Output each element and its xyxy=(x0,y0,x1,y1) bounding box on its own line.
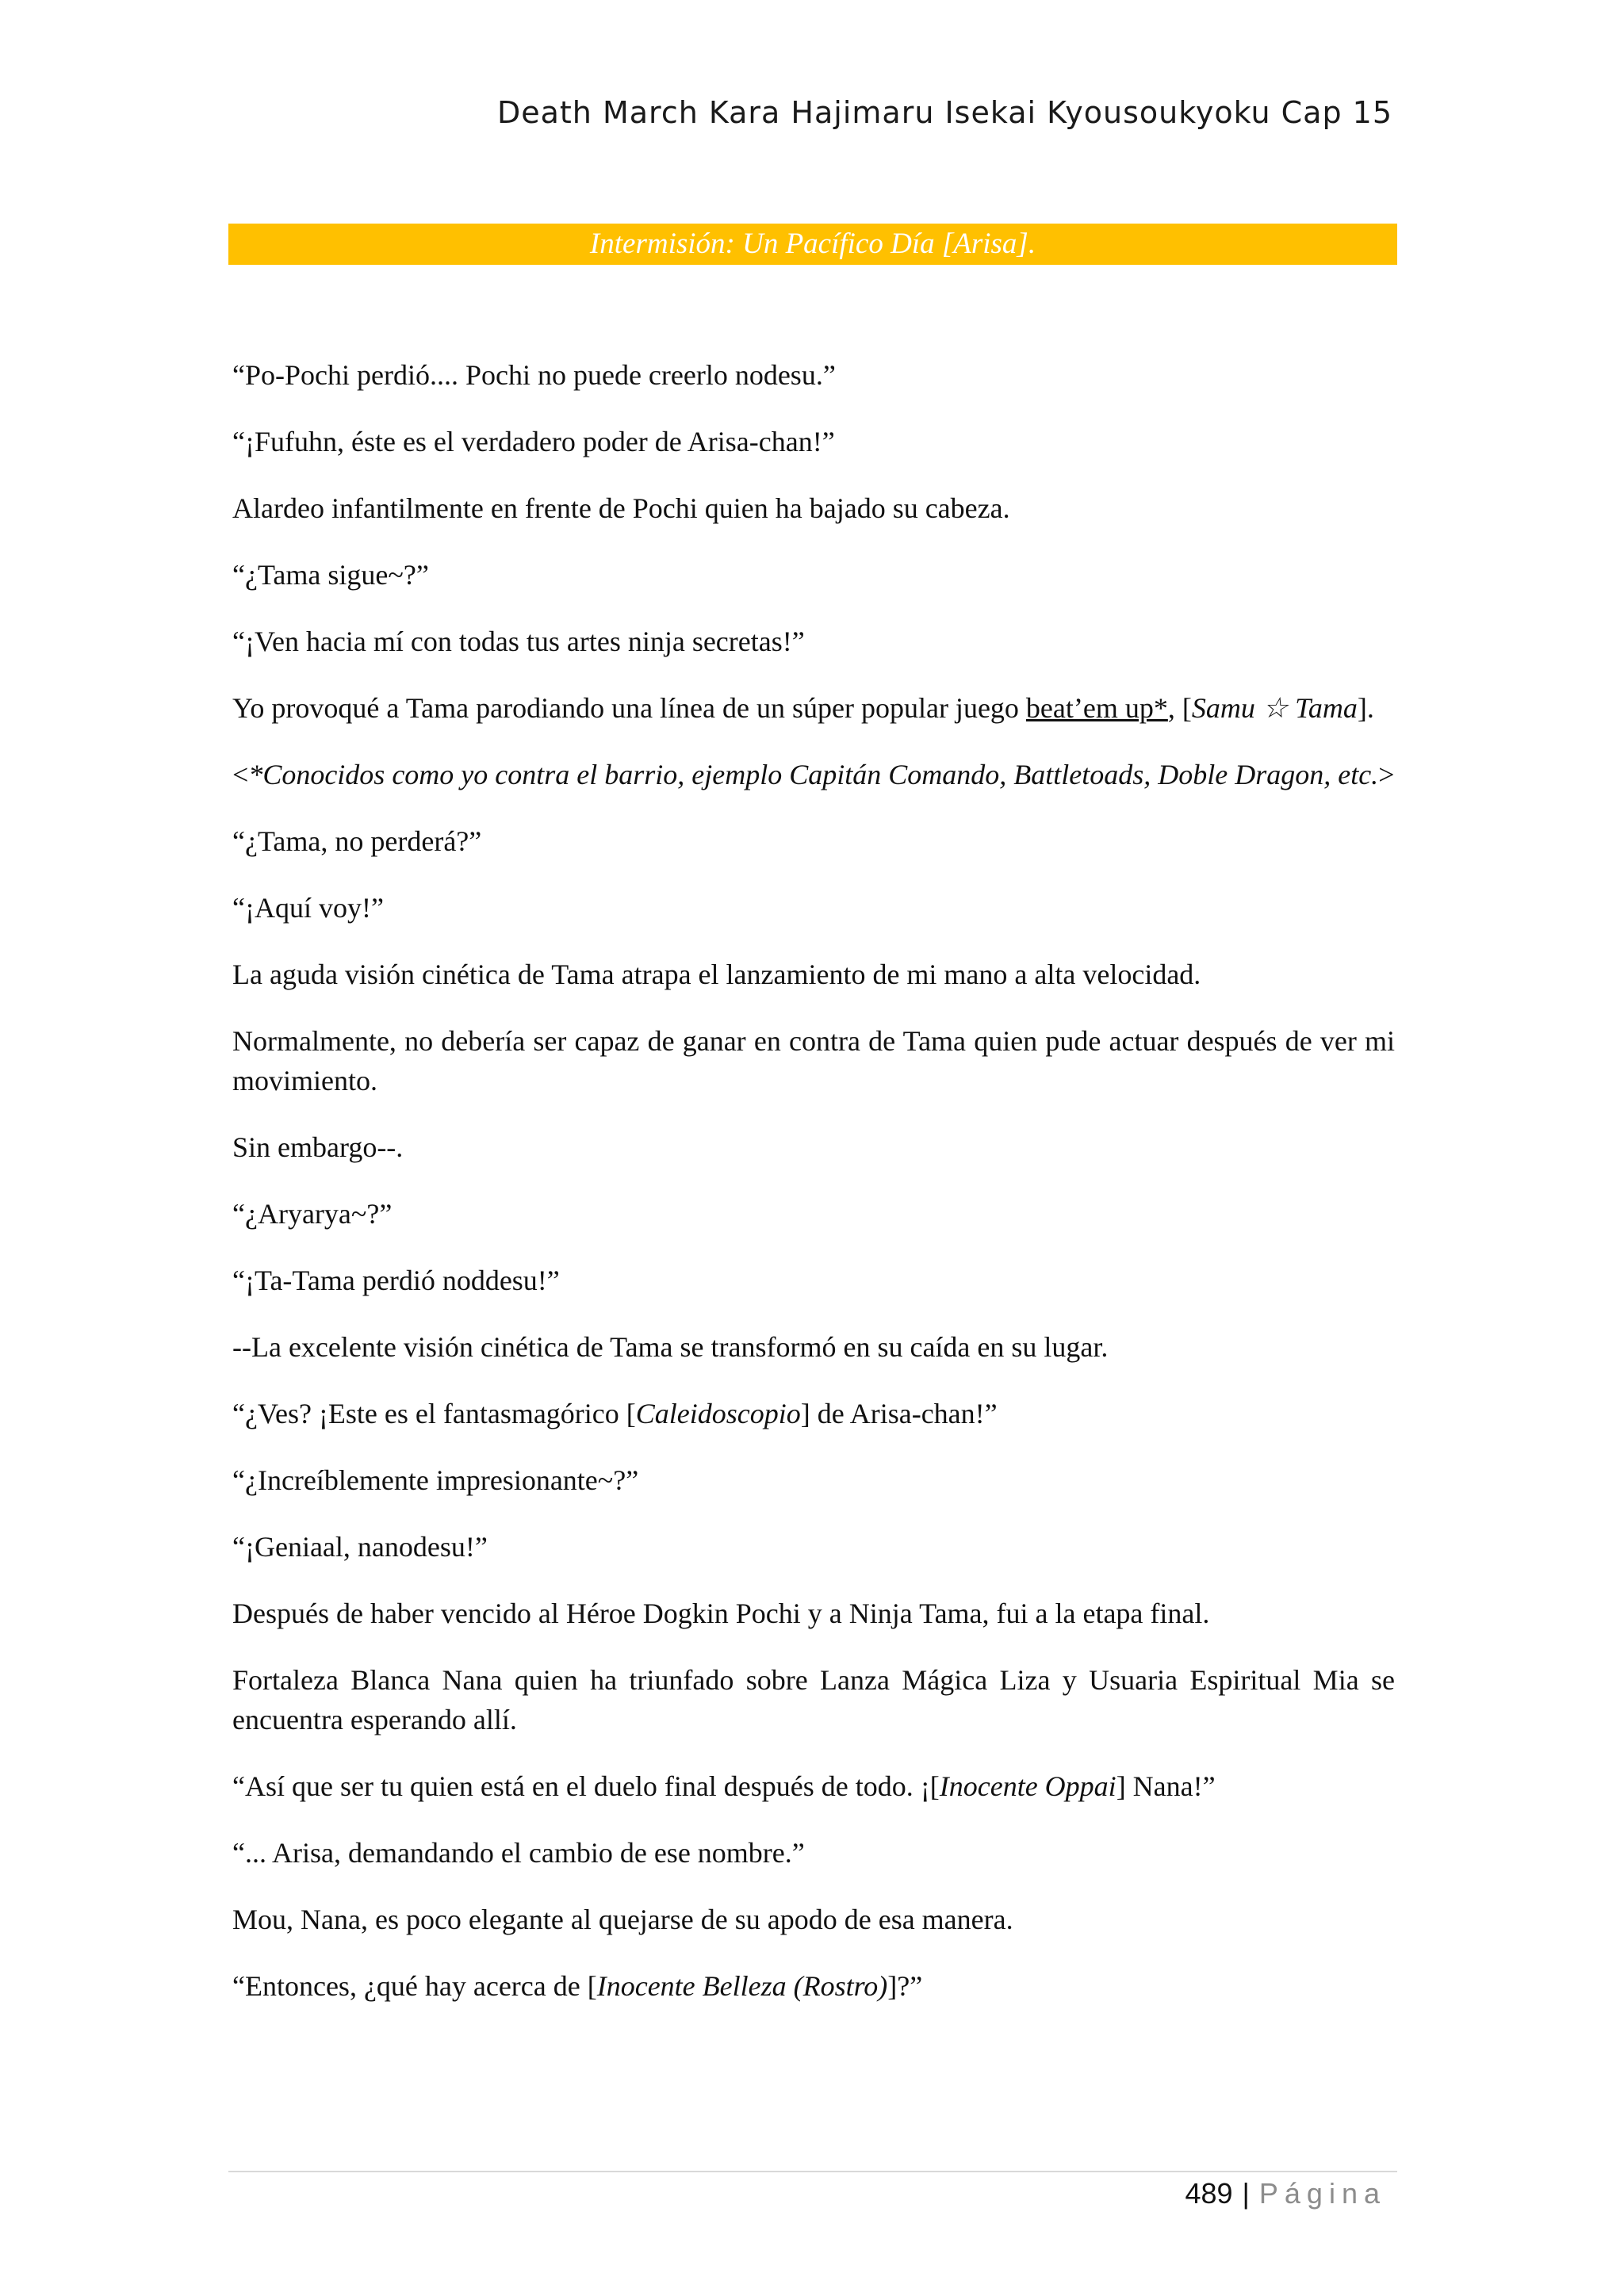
paragraph: --La excelente visión cinética de Tama se transformó en su caída en su lugar. xyxy=(232,1331,1109,1363)
paragraph xyxy=(232,1766,1395,1806)
chapter-title-bar xyxy=(228,224,1397,265)
paragraph: Fortaleza Blanca Nana quien ha triunfado sobre Lanza Mágica Liza y Usuaria Espiritual Mia se encuentra esperando allí. xyxy=(232,1664,1395,1735)
paragraph: Mou, Nana, es poco elegante al quejarse de su apodo de esa manera. xyxy=(232,1904,1013,1935)
italic-run: Samu ☆ Tama xyxy=(1191,692,1358,724)
text-run: < xyxy=(232,759,249,790)
paragraph: Normalmente, no debería ser capaz de ganar en contra de Tama quien pude actuar después de ver mi movimiento. xyxy=(232,1025,1395,1096)
page-footer xyxy=(1185,2177,1386,2210)
italic-run: Caleidoscopio xyxy=(635,1398,801,1429)
paragraph: “¡Ven hacia mí con todas tus artes ninja secretas!” xyxy=(232,626,805,657)
paragraph: “¡Ta-Tama perdió noddesu!” xyxy=(232,1265,560,1296)
footer-divider xyxy=(228,2171,1397,2172)
paragraph: Alardeo infantilmente en frente de Pochi quien ha bajado su cabeza. xyxy=(232,492,1010,524)
running-header: Death March Kara Hajimaru Isekai Kyousoukyoku Cap 15 xyxy=(496,95,1392,130)
text-run: “Así que ser tu quien está en el duelo final después de todo. ¡[ xyxy=(232,1770,940,1802)
paragraph: Después de haber vencido al Héroe Dogkin Pochi y a Ninja Tama, fui a la etapa final. xyxy=(232,1598,1210,1629)
italic-run: Inocente Belleza (Rostro) xyxy=(596,1970,888,2002)
text-run: , [ xyxy=(1167,692,1192,724)
paragraph xyxy=(232,688,1395,728)
footnote-reference: beat’em up* xyxy=(1025,692,1168,724)
paragraph: “¡Fufuhn, éste es el verdadero poder de Arisa-chan!” xyxy=(232,426,835,457)
paragraph: “¿Increíblemente impresionante~?” xyxy=(232,1464,639,1496)
text-run: ]. xyxy=(1357,692,1374,724)
text-run: > xyxy=(1378,759,1395,790)
footer-separator: | xyxy=(1242,2177,1250,2210)
text-run: Yo provoqué a Tama parodiando una línea de un súper popular juego xyxy=(232,692,1026,724)
paragraph: “Po-Pochi perdió.... Pochi no puede creerlo nodesu.” xyxy=(232,359,836,391)
page-label: Página xyxy=(1258,2177,1386,2210)
chapter-title: Intermisión: Un Pacífico Día [Arisa]. xyxy=(589,228,1036,260)
italic-run: *Conocidos como yo contra el barrio, ejemplo Capitán Comando, Battletoads, Doble Dragon, etc. xyxy=(248,759,1379,790)
text-run: ]?” xyxy=(887,1970,923,2002)
paragraph xyxy=(232,1394,1395,1433)
body-text xyxy=(232,355,1395,2033)
translator-note xyxy=(232,755,1395,794)
text-run: “¿Ves? ¡Este es el fantasmagórico [ xyxy=(232,1398,636,1429)
paragraph: “... Arisa, demandando el cambio de ese nombre.” xyxy=(232,1837,805,1869)
paragraph: “¡Geniaal, nanodesu!” xyxy=(232,1531,488,1563)
italic-run: Inocente Oppai xyxy=(939,1770,1116,1802)
page-number: 489 xyxy=(1185,2177,1233,2210)
paragraph: “¿Aryarya~?” xyxy=(232,1198,393,1230)
paragraph: Sin embargo--. xyxy=(232,1131,404,1163)
paragraph: “¿Tama sigue~?” xyxy=(232,559,429,591)
paragraph xyxy=(232,1966,1395,2006)
text-run: ] Nana!” xyxy=(1116,1770,1216,1802)
paragraph: La aguda visión cinética de Tama atrapa el lanzamiento de mi mano a alta velocidad. xyxy=(232,959,1201,990)
text-run: “Entonces, ¿qué hay acerca de [ xyxy=(232,1970,597,2002)
paragraph: “¡Aquí voy!” xyxy=(232,892,384,924)
paragraph: “¿Tama, no perderá?” xyxy=(232,825,482,857)
text-run: ] de Arisa-chan!” xyxy=(800,1398,998,1429)
